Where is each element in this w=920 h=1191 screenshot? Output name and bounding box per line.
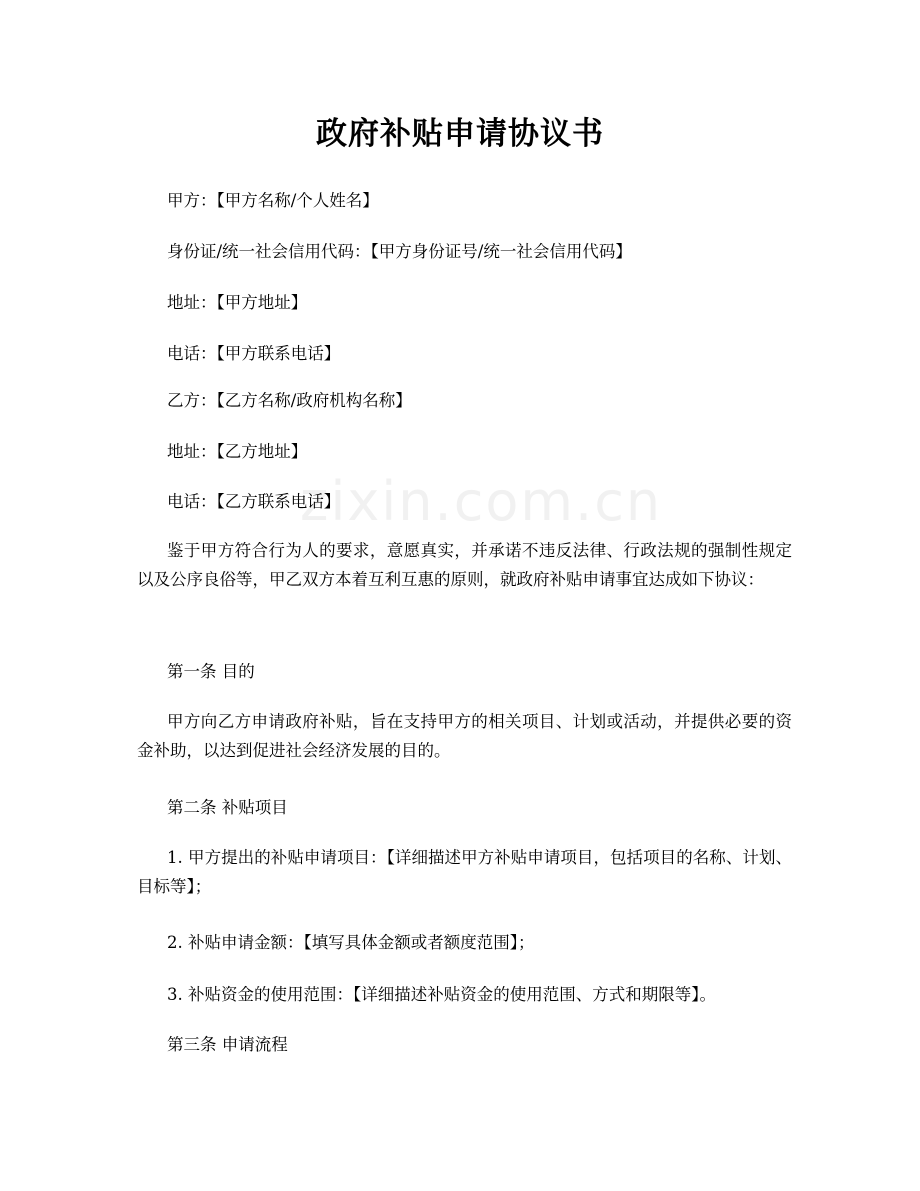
- party-a-name: 甲方：【甲方名称/个人姓名】: [167, 191, 379, 210]
- article-2-item-1: 1. 甲方提出的补贴申请项目：【详细描述甲方补贴申请项目，包括项目的名称、计划、目标等】；: [137, 848, 792, 896]
- article-2-item-2: 2. 补贴申请金额：【填写具体金额或者额度范围】；: [167, 933, 535, 952]
- party-a-id: 身份证/统一社会信用代码：【甲方身份证号/统一社会信用代码】: [167, 242, 632, 261]
- party-b-address: 地址：【乙方地址】: [167, 442, 308, 461]
- article-2-item-3: 3. 补贴资金的使用范围：【详细描述补贴资金的使用范围、方式和期限等】。: [167, 985, 716, 1004]
- document-title: 政府补贴申请协议书: [316, 116, 604, 152]
- article-1-body: 甲方向乙方申请政府补贴，旨在支持甲方的相关项目、计划或活动，并提供必要的资金补助，以达到促进社会经济发展的目的。: [137, 712, 792, 760]
- article-3-heading: 第三条 申请流程: [167, 1035, 288, 1054]
- party-b-phone: 电话：【乙方联系电话】: [167, 492, 341, 511]
- party-a-address: 地址：【甲方地址】: [167, 293, 308, 312]
- party-a-phone: 电话：【甲方联系电话】: [167, 344, 341, 363]
- watermark: zixin.com.cn: [300, 470, 663, 533]
- party-b-name: 乙方：【乙方名称/政府机构名称】: [167, 391, 412, 410]
- article-1-heading: 第一条 目的: [167, 662, 255, 681]
- preamble-paragraph: 鉴于甲方符合行为人的要求，意愿真实，并承诺不违反法律、行政法规的强制性规定以及公序良俗等，甲乙双方本着互利互惠的原则，就政府补贴申请事宜达成如下协议：: [137, 541, 792, 589]
- article-2-heading: 第二条 补贴项目: [167, 798, 288, 817]
